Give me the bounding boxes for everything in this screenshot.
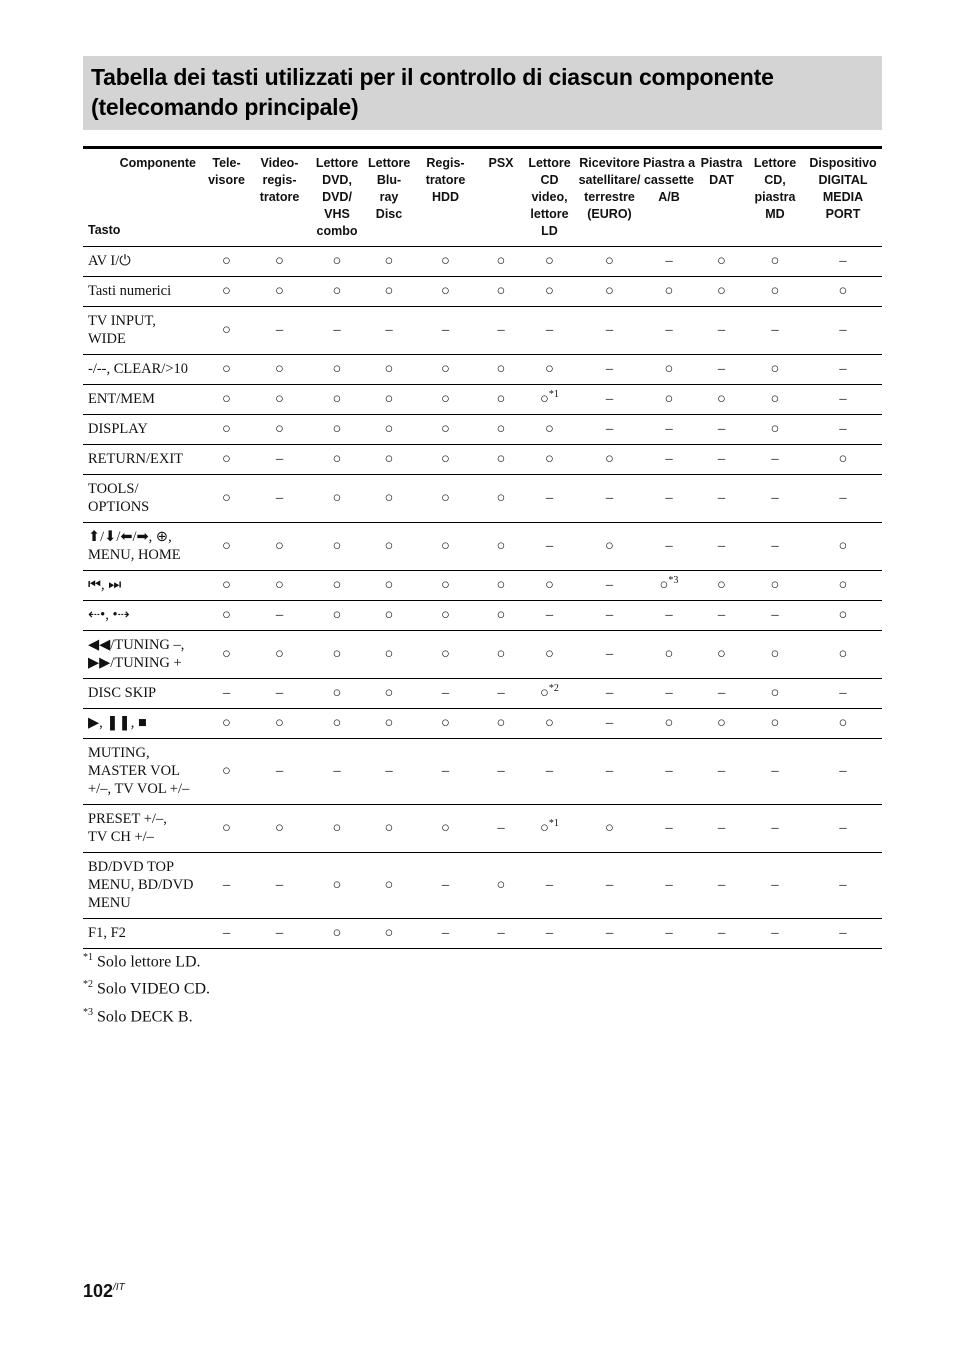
support-cell: ○: [306, 355, 368, 385]
support-cell: ○: [746, 679, 804, 709]
support-cell: –: [481, 919, 521, 949]
support-cell: ○: [804, 709, 882, 739]
componente-label: Componente: [119, 156, 196, 170]
support-cell: ○: [481, 709, 521, 739]
support-cell: ○: [804, 445, 882, 475]
table-row: [83, 679, 882, 709]
support-cell: ○: [200, 355, 253, 385]
support-cell: –: [641, 739, 697, 805]
support-cell: –: [521, 307, 578, 355]
support-cell: ○: [368, 355, 410, 385]
support-cell: –: [697, 307, 746, 355]
support-cell: ○: [410, 631, 481, 679]
support-cell: ○: [481, 571, 521, 601]
support-cell: ○: [578, 277, 641, 307]
support-cell: –: [578, 571, 641, 601]
support-cell: –: [746, 523, 804, 571]
support-cell: –: [641, 307, 697, 355]
support-cell: ○: [410, 445, 481, 475]
tasto-label: Tasto: [88, 223, 121, 237]
column-header: Regis- tratore HDD: [410, 148, 481, 247]
support-cell: ○: [368, 475, 410, 523]
key-name: ◀◀/TUNING –, ▶▶/TUNING +: [83, 631, 200, 679]
support-cell: ○: [306, 277, 368, 307]
support-cell: ○: [521, 445, 578, 475]
support-cell: –: [641, 601, 697, 631]
support-cell: ○: [410, 277, 481, 307]
key-name: -/--, CLEAR/>10: [83, 355, 200, 385]
support-cell: ○: [306, 601, 368, 631]
column-header: Lettore CD, piastra MD: [746, 148, 804, 247]
support-cell: ○: [481, 475, 521, 523]
support-cell: –: [306, 739, 368, 805]
support-cell: –: [697, 853, 746, 919]
key-name: ⏮, ⏭: [83, 571, 200, 601]
table-row: [83, 853, 882, 919]
table-row: [83, 307, 882, 355]
footnotes: [83, 946, 210, 1028]
support-cell: –: [804, 475, 882, 523]
support-cell: ○: [200, 601, 253, 631]
support-cell: –: [578, 601, 641, 631]
support-cell: ○: [481, 445, 521, 475]
support-cell: –: [804, 805, 882, 853]
support-cell: –: [578, 307, 641, 355]
table-row: [83, 475, 882, 523]
column-header: Tele- visore: [200, 148, 253, 247]
support-cell: ○: [306, 805, 368, 853]
key-name: TV INPUT, WIDE: [83, 307, 200, 355]
key-name: F1, F2: [83, 919, 200, 949]
support-cell: ○: [746, 631, 804, 679]
support-cell: –: [641, 523, 697, 571]
support-cell: –: [746, 445, 804, 475]
support-cell: –: [641, 919, 697, 949]
title-banner: [83, 56, 882, 130]
support-cell: –: [410, 739, 481, 805]
support-cell: ○: [521, 355, 578, 385]
table-row: [83, 739, 882, 805]
key-name: PRESET +/–, TV CH +/–: [83, 805, 200, 853]
support-cell: –: [641, 475, 697, 523]
support-cell: –: [697, 739, 746, 805]
key-name: ENT/MEM: [83, 385, 200, 415]
support-cell: ○: [306, 853, 368, 919]
table-row: [83, 601, 882, 631]
support-cell: ○: [306, 571, 368, 601]
support-cell: –: [578, 679, 641, 709]
support-cell: ○: [746, 385, 804, 415]
support-cell: –: [306, 307, 368, 355]
support-cell: ○: [200, 277, 253, 307]
support-cell: ○: [306, 385, 368, 415]
support-cell: ○: [200, 709, 253, 739]
support-cell: –: [641, 445, 697, 475]
support-cell: –: [697, 601, 746, 631]
support-cell: –: [804, 307, 882, 355]
support-cell: ○: [697, 247, 746, 277]
support-cell: ○: [410, 601, 481, 631]
key-name: ⬆/⬇/⬅/➡, ⊕, MENU, HOME: [83, 523, 200, 571]
support-cell: ○: [306, 919, 368, 949]
support-cell: –: [641, 679, 697, 709]
support-cell: ○: [746, 247, 804, 277]
support-cell: ○: [368, 247, 410, 277]
support-cell: –: [521, 523, 578, 571]
key-name: RETURN/EXIT: [83, 445, 200, 475]
support-cell: ○: [746, 277, 804, 307]
support-cell: –: [521, 739, 578, 805]
support-cell: –: [697, 445, 746, 475]
support-cell: ○: [253, 805, 306, 853]
support-cell: –: [200, 679, 253, 709]
support-cell: ○: [306, 631, 368, 679]
support-cell: ○: [481, 277, 521, 307]
footnote: $^{*2}$ Solo VIDEO CD.: [83, 979, 211, 998]
support-cell: ○: [368, 445, 410, 475]
support-cell: –: [746, 805, 804, 853]
support-cell: ○$^{*3}$: [641, 571, 697, 601]
support-cell: ○: [481, 523, 521, 571]
support-cell: ○: [746, 355, 804, 385]
support-cell: ○: [368, 631, 410, 679]
support-cell: –: [804, 247, 882, 277]
corner-header: [83, 148, 200, 247]
support-cell: ○: [746, 571, 804, 601]
support-cell: –: [697, 805, 746, 853]
support-cell: –: [804, 739, 882, 805]
support-cell: –: [481, 739, 521, 805]
support-cell: ○: [697, 277, 746, 307]
support-cell: ○: [521, 277, 578, 307]
support-cell: ○: [253, 277, 306, 307]
table-row: [83, 445, 882, 475]
table-row: [83, 415, 882, 445]
support-cell: ○: [200, 247, 253, 277]
support-cell: –: [697, 475, 746, 523]
support-cell: –: [746, 853, 804, 919]
column-header: Piastra DAT: [697, 148, 746, 247]
support-cell: –: [410, 307, 481, 355]
key-name: DISC SKIP: [83, 679, 200, 709]
page-title: Tabella dei tasti utilizzati per il controllo di ciascun componente (telecomando principale): [91, 64, 774, 120]
column-header: Video- regis- tratore: [253, 148, 306, 247]
support-cell: ○: [253, 571, 306, 601]
table-row: [83, 355, 882, 385]
support-cell: ○: [200, 415, 253, 445]
key-name: DISPLAY: [83, 415, 200, 445]
table-header-row: [83, 148, 882, 247]
footnote: $^{*1}$ Solo lettore LD.: [83, 952, 201, 971]
support-cell: ○: [481, 415, 521, 445]
key-name: TOOLS/ OPTIONS: [83, 475, 200, 523]
support-cell: ○: [200, 385, 253, 415]
support-cell: –: [578, 475, 641, 523]
support-cell: –: [253, 853, 306, 919]
support-cell: –: [746, 601, 804, 631]
support-cell: –: [804, 679, 882, 709]
support-cell: ○: [410, 709, 481, 739]
support-cell: –: [200, 919, 253, 949]
support-cell: ○: [200, 571, 253, 601]
support-cell: –: [410, 919, 481, 949]
support-cell: –: [521, 601, 578, 631]
support-cell: –: [804, 853, 882, 919]
support-cell: ○: [641, 709, 697, 739]
support-cell: –: [481, 805, 521, 853]
table-body: [83, 247, 882, 949]
support-cell: ○: [521, 247, 578, 277]
support-cell: ○: [368, 601, 410, 631]
support-cell: ○: [641, 385, 697, 415]
support-cell: –: [253, 601, 306, 631]
support-cell: ○: [521, 631, 578, 679]
support-cell: ○$^{*1}$: [521, 805, 578, 853]
column-header: Lettore DVD, DVD/ VHS combo: [306, 148, 368, 247]
column-header: Piastra a cassette A/B: [641, 148, 697, 247]
support-cell: –: [804, 415, 882, 445]
support-cell: –: [697, 415, 746, 445]
support-cell: ○: [746, 709, 804, 739]
support-cell: ○: [306, 445, 368, 475]
support-cell: –: [697, 355, 746, 385]
support-cell: –: [481, 679, 521, 709]
key-name: AV I/⏻: [83, 247, 200, 277]
support-cell: –: [368, 739, 410, 805]
support-cell: ○: [804, 277, 882, 307]
support-cell: ○: [804, 631, 882, 679]
support-cell: ○: [306, 247, 368, 277]
table-row: [83, 919, 882, 949]
support-cell: –: [481, 307, 521, 355]
support-cell: –: [521, 853, 578, 919]
support-cell: –: [253, 739, 306, 805]
support-cell: –: [410, 853, 481, 919]
support-cell: –: [697, 523, 746, 571]
support-cell: –: [253, 679, 306, 709]
support-cell: ○: [578, 445, 641, 475]
support-cell: –: [578, 919, 641, 949]
support-cell: –: [641, 853, 697, 919]
table-row: [83, 385, 882, 415]
support-cell: ○: [306, 709, 368, 739]
support-cell: –: [746, 307, 804, 355]
support-cell: ○: [200, 805, 253, 853]
support-cell: ○: [578, 523, 641, 571]
column-header: PSX: [481, 148, 521, 247]
support-cell: ○: [746, 415, 804, 445]
support-cell: ○: [306, 415, 368, 445]
support-cell: ○: [697, 385, 746, 415]
support-cell: ○: [200, 523, 253, 571]
table-row: [83, 247, 882, 277]
support-cell: ○: [481, 385, 521, 415]
support-cell: ○: [804, 571, 882, 601]
support-cell: ○: [410, 385, 481, 415]
support-cell: –: [578, 853, 641, 919]
support-cell: –: [578, 415, 641, 445]
support-cell: ○: [804, 601, 882, 631]
support-cell: ○$^{*1}$: [521, 385, 578, 415]
support-cell: ○: [481, 601, 521, 631]
support-cell: ○: [306, 523, 368, 571]
support-cell: –: [410, 679, 481, 709]
support-cell: ○: [410, 355, 481, 385]
support-cell: ○: [368, 571, 410, 601]
support-cell: –: [578, 739, 641, 805]
column-header: Dispositivo DIGITAL MEDIA PORT: [804, 148, 882, 247]
support-cell: –: [253, 475, 306, 523]
support-cell: –: [804, 919, 882, 949]
support-cell: –: [641, 805, 697, 853]
support-cell: ○: [253, 247, 306, 277]
support-cell: –: [253, 445, 306, 475]
support-cell: ○: [368, 709, 410, 739]
column-header: Lettore CD video, lettore LD: [521, 148, 578, 247]
support-cell: ○: [697, 631, 746, 679]
support-cell: ○: [410, 571, 481, 601]
support-cell: ○: [481, 247, 521, 277]
support-cell: ○: [641, 355, 697, 385]
support-cell: ○: [410, 475, 481, 523]
support-cell: ○: [641, 631, 697, 679]
support-cell: ○: [410, 247, 481, 277]
support-cell: ○: [697, 709, 746, 739]
table-row: [83, 709, 882, 739]
table-row: [83, 805, 882, 853]
support-cell: ○: [410, 523, 481, 571]
support-cell: ○: [578, 247, 641, 277]
column-header: Lettore Blu-ray Disc: [368, 148, 410, 247]
support-cell: –: [578, 709, 641, 739]
support-cell: ○$^{*2}$: [521, 679, 578, 709]
support-cell: ○: [200, 307, 253, 355]
support-cell: ○: [253, 355, 306, 385]
support-cell: ○: [481, 355, 521, 385]
support-cell: ○: [306, 679, 368, 709]
support-cell: –: [521, 475, 578, 523]
support-cell: ○: [368, 853, 410, 919]
support-cell: ○: [410, 415, 481, 445]
support-cell: ○: [368, 277, 410, 307]
support-cell: ○: [253, 631, 306, 679]
support-cell: –: [697, 679, 746, 709]
support-cell: ○: [200, 445, 253, 475]
support-cell: –: [200, 853, 253, 919]
key-name: BD/DVD TOP MENU, BD/DVD MENU: [83, 853, 200, 919]
table-row: [83, 277, 882, 307]
footnote: $^{*3}$ Solo DECK B.: [83, 1006, 193, 1025]
support-cell: –: [804, 355, 882, 385]
key-name: ⇠•, •⇢: [83, 601, 200, 631]
support-cell: –: [641, 415, 697, 445]
support-cell: ○: [804, 523, 882, 571]
support-cell: ○: [368, 919, 410, 949]
support-cell: ○: [521, 415, 578, 445]
support-cell: ○: [200, 739, 253, 805]
support-cell: ○: [253, 415, 306, 445]
support-cell: –: [578, 631, 641, 679]
support-cell: –: [641, 247, 697, 277]
support-cell: ○: [578, 805, 641, 853]
key-name: Tasti numerici: [83, 277, 200, 307]
support-cell: ○: [368, 415, 410, 445]
support-cell: ○: [410, 805, 481, 853]
support-cell: ○: [368, 385, 410, 415]
support-cell: –: [253, 307, 306, 355]
support-cell: –: [521, 919, 578, 949]
support-cell: ○: [641, 277, 697, 307]
support-cell: –: [578, 355, 641, 385]
table-row: [83, 631, 882, 679]
page-number: $102^{/IT}$: [83, 1281, 125, 1301]
support-cell: ○: [368, 679, 410, 709]
support-cell: ○: [200, 631, 253, 679]
support-cell: ○: [253, 709, 306, 739]
support-cell: ○: [253, 385, 306, 415]
key-name: MUTING, MASTER VOL +/–, TV VOL +/–: [83, 739, 200, 805]
support-cell: ○: [306, 475, 368, 523]
support-cell: –: [368, 307, 410, 355]
key-name: ▶, ❚❚, ■: [83, 709, 200, 739]
support-cell: –: [804, 385, 882, 415]
remote-keys-table: [83, 146, 882, 949]
support-cell: ○: [253, 523, 306, 571]
table-row: [83, 523, 882, 571]
support-cell: ○: [200, 475, 253, 523]
support-cell: ○: [368, 805, 410, 853]
support-cell: ○: [521, 571, 578, 601]
column-header: Ricevitore satellitare/ terrestre (EURO): [578, 148, 641, 247]
support-cell: ○: [521, 709, 578, 739]
support-cell: –: [746, 739, 804, 805]
support-cell: ○: [368, 523, 410, 571]
support-cell: –: [578, 385, 641, 415]
support-cell: –: [697, 919, 746, 949]
table-row: [83, 571, 882, 601]
support-cell: –: [746, 919, 804, 949]
support-cell: –: [253, 919, 306, 949]
support-cell: ○: [697, 571, 746, 601]
support-cell: ○: [481, 853, 521, 919]
support-cell: –: [746, 475, 804, 523]
support-cell: ○: [481, 631, 521, 679]
